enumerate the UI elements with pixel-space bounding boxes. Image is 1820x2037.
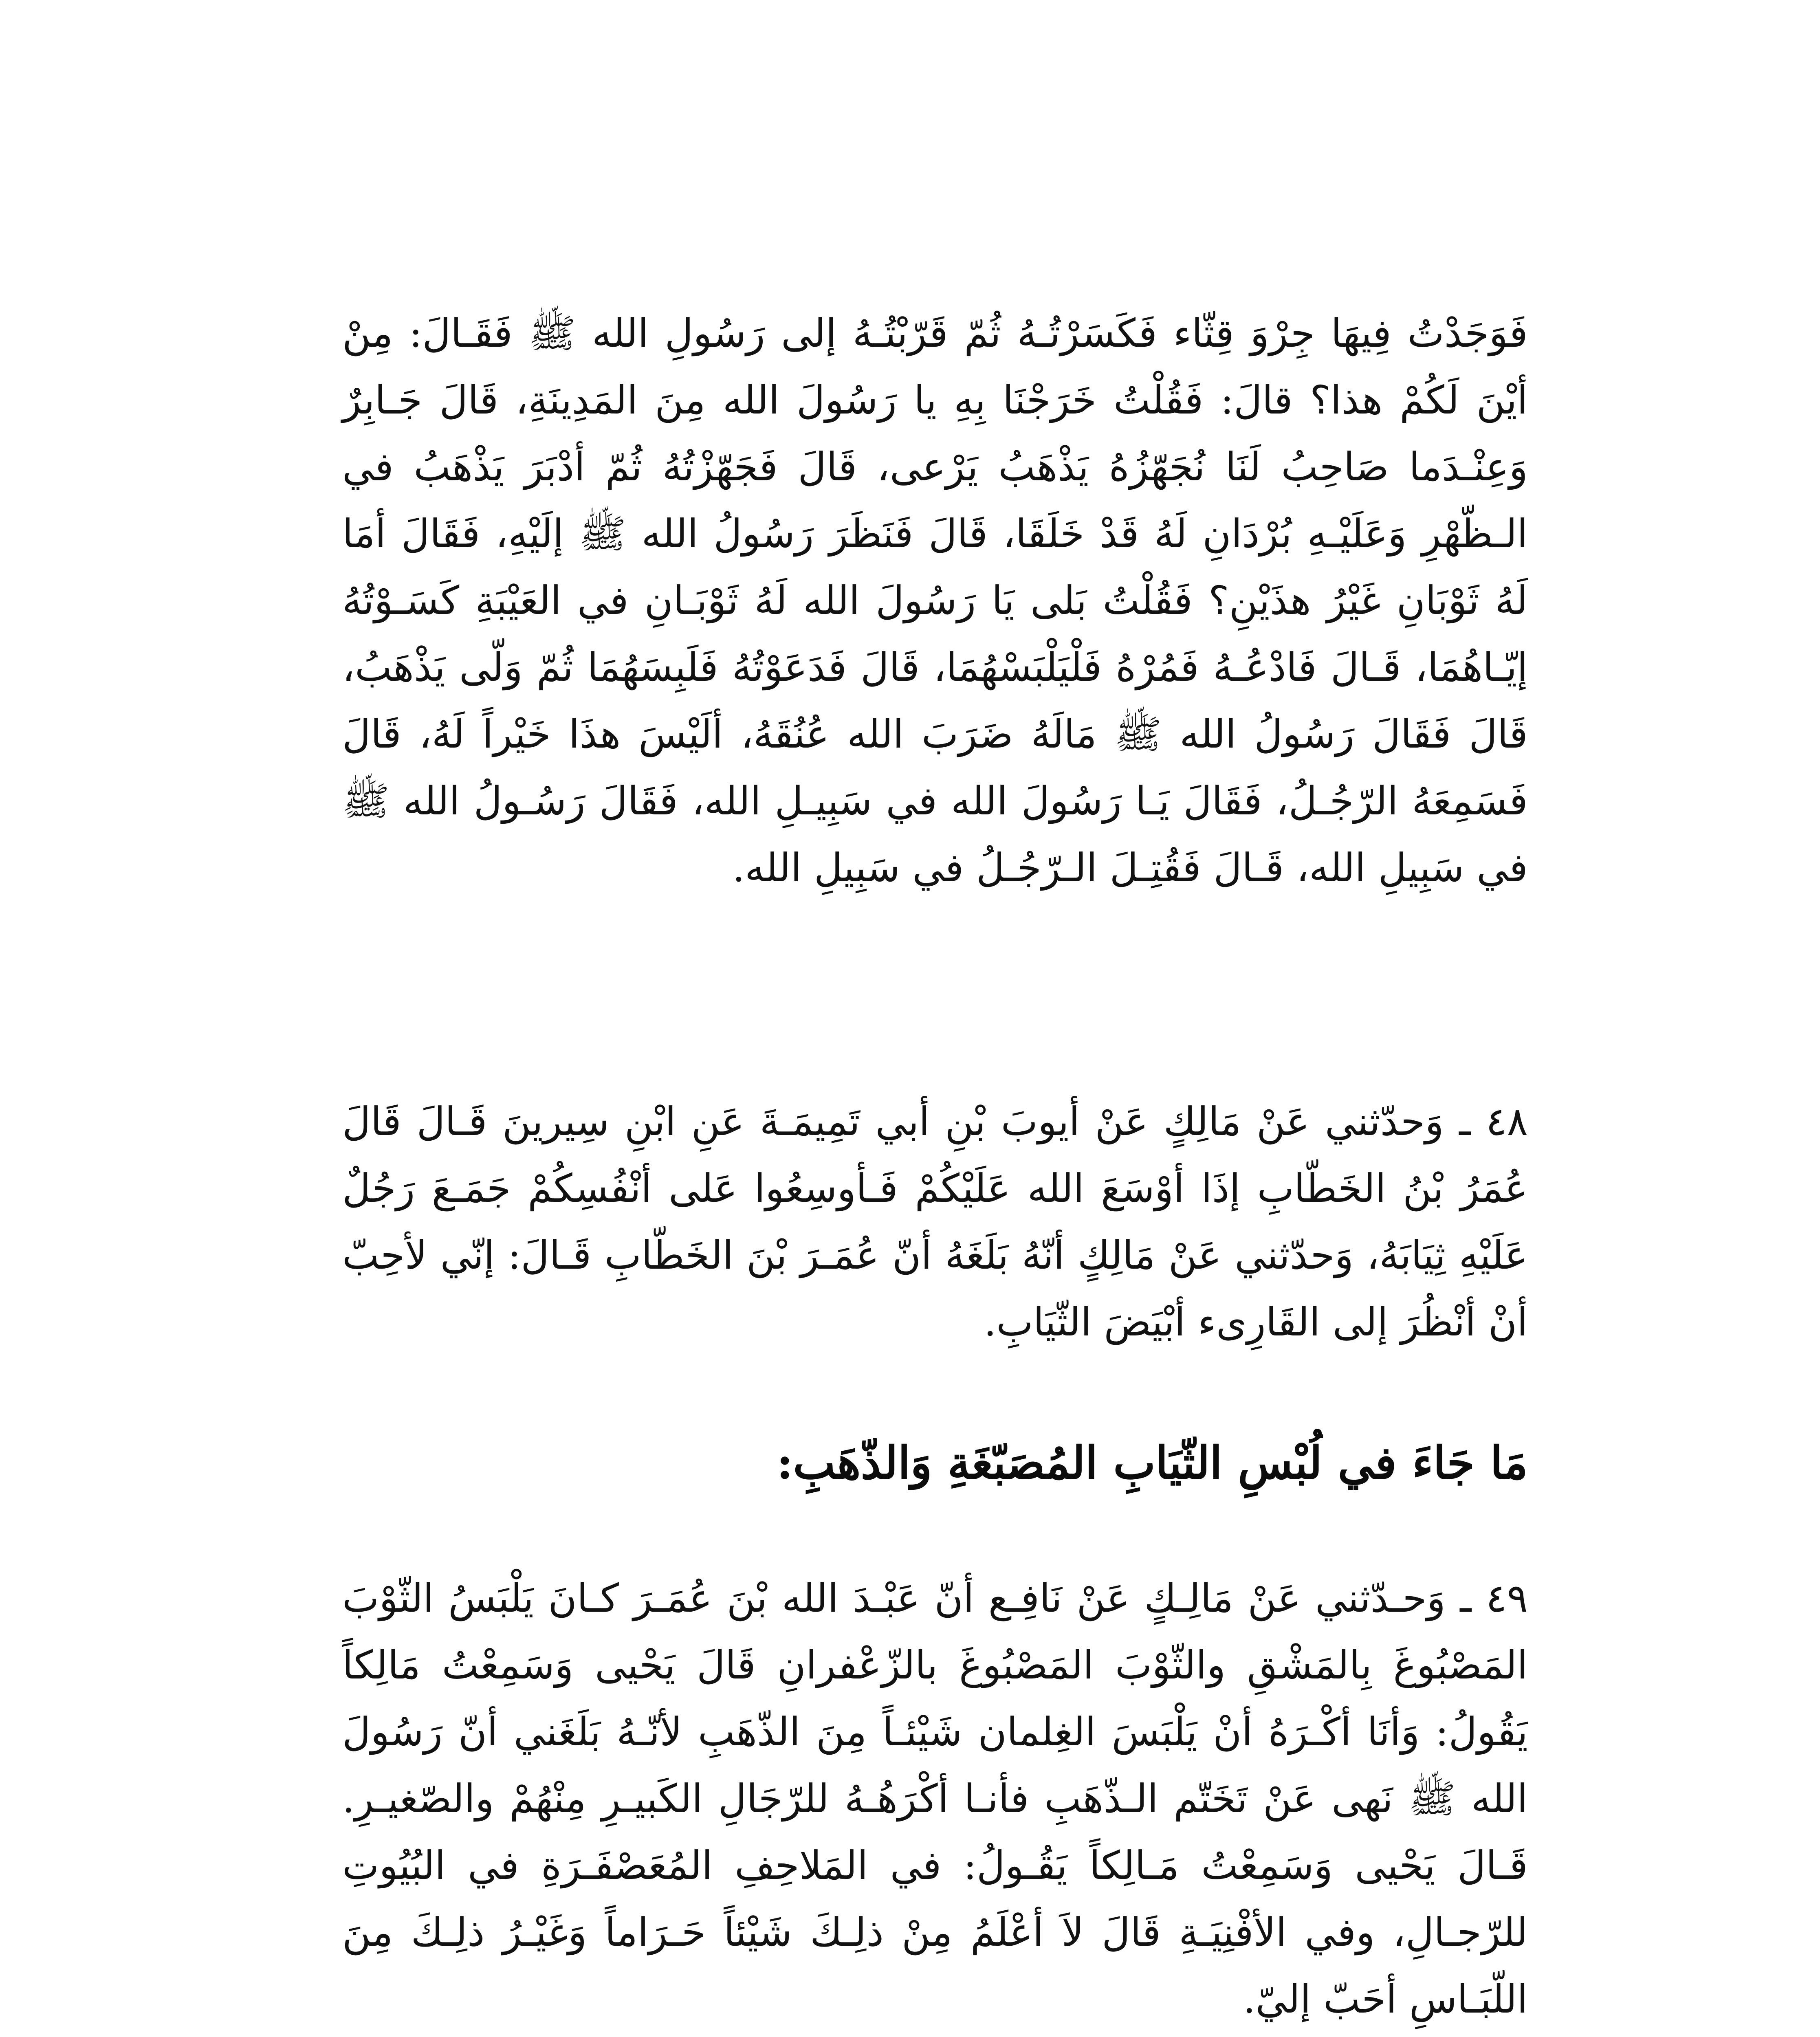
hadith-49-paragraph: ٤٩ ـ وَحـدّثني عَنْ مَالِـكٍ عَنْ نَافِـع أنّ عَبْـدَ الله بْنَ عُمَـرَ كـانَ يَلْبَسُ الثّوْبَ المَصْبُوغَ بِالمَشْقِ والثّوْبَ المَصْبُوغَ بالزّعْفرانِ قَالَ يَحْيى وَسَمِعْتُ مَالِكاً يَقُولُ: وَأنَا أكْـرَهُ أنْ يَلْبَسَ الغِلمان شَيْئـاً مِنَ الذّهَبِ لأنّـهُ بَلَغَني أنّ رَسُولَ الله ﷺ نَهى عَنْ تَخَتّم الـذّهَبِ فأنـا أكْرَهُـهُ للرّجَالِ الكَبيـرِ مِنْهُمْ والصّغيـرِ. قَـالَ يَحْيى وَسَمِعْتُ مَـالِكاً يَقُـولُ: في المَلاحِفِ المُعَصْفَـرَةِ في البُيُوتِ للرّجـالِ، وفي الأفْنِيَـةِ قَالَ لاَ أعْلَمُ مِنْ ذلِـكَ شَيْئاً حَـرَاماً وَغَيْـرُ ذلِـكَ مِنَ اللّبَـاسِ أحَبّ إليّ. [342, 1575, 1528, 2022]
hadith-continuation-paragraph: فَوَجَدْتُ فِيهَا جِرْوَ قِثّاء فَكَسَرْتُـهُ ثُمّ قَرّبْتُـهُ إلى رَسُولِ الله ﷺ فَقَـالَ: مِنْ أيْنَ لَكُمْ هذا؟ قالَ: فَقُلْتُ خَرَجْنَا بِهِ يا رَسُولَ الله مِنَ المَدِينَةِ، قَالَ جَـابِرٌ وَعِنْـدَما صَاحِبُ لَنَا نُجَهّزُهُ يَذْهَبُ يَرْعى، قَالَ فَجَهّزْتُهُ ثُمّ أدْبَرَ يَذْهَبُ في الـظّهْرِ وَعَلَيْـهِ بُرْدَانِ لَهُ قَدْ خَلَقَا، قَالَ فَنَظَرَ رَسُولُ الله ﷺ إلَيْهِ، فَقَالَ أمَا لَهُ ثَوْبَانِ غَيْرُ هذَيْنِ؟ فَقُلْتُ بَلى يَا رَسُولَ الله لَهُ ثَوْبَـانِ في العَيْبَةِ كَسَـوْتُهُ إيّـاهُمَا، قَـالَ فَادْعُـهُ فَمُرْهُ فَلْيَلْبَسْهُمَا، قَالَ فَدَعَوْتُهُ فَلَبِسَهُمَا ثُمّ وَلّى يَذْهَبُ، قَالَ فَقَالَ رَسُولُ الله ﷺ مَالَهُ ضَرَبَ الله عُنُقَهُ، ألَيْسَ هذَا خَيْراً لَهُ، قَالَ فَسَمِعَهُ الرّجُـلُ، فَقَالَ يَـا رَسُولَ الله في سَبِيـلِ الله، فَقَالَ رَسُـولُ الله ﷺ في سَبِيلِ الله، قَـالَ فَقُتِـلَ الـرّجُـلُ في سَبِيلِ الله. [342, 310, 1528, 891]
section-heading: مَا جَاءَ في لُبْسِ الثّيَابِ المُصَبّغَةِ وَالذّهَبِ: [776, 1436, 1528, 1489]
hadith-48-paragraph: ٤٨ ـ وَحدّثني عَنْ مَالِكٍ عَنْ أيوبَ بْنِ أبي تَمِيمَـةَ عَنِ ابْنِ سِيرينَ قَـالَ قَالَ عُمَرُ بْنُ الخَطّابِ إذَا أوْسَعَ الله عَلَيْكُمْ فَـأوسِعُوا عَلى أنْفُسِكُمْ جَمَـعَ رَجُلٌ عَلَيْهِ ثِيَابَهُ، وَحدّثني عَنْ مَالِكٍ أنّهُ بَلَغَهُ أنّ عُمَـرَ بْنَ الخَطّابِ قَـالَ: إنّي لأحِبّ أنْ أنْظُرَ إلى القَارِىء أبْيَضَ الثّيَابِ. [342, 1099, 1528, 1345]
